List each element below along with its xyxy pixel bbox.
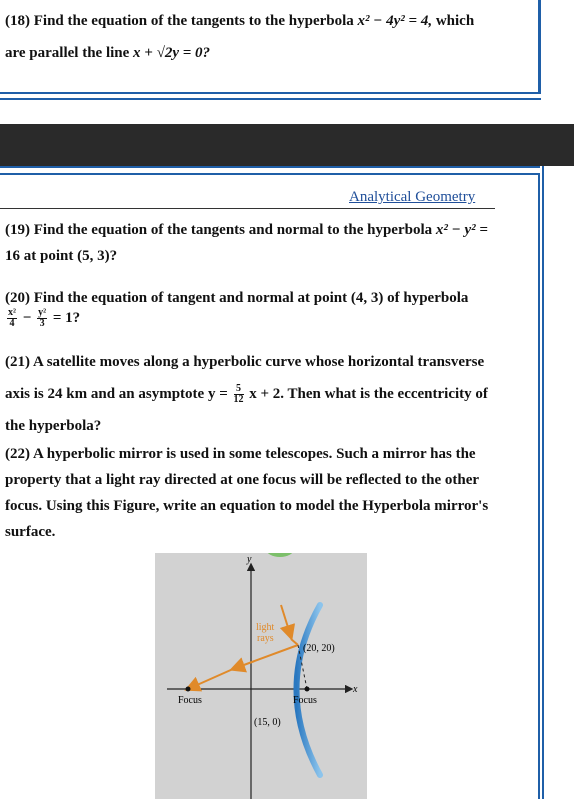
question-text: axis is 24 km and an asymptote y = (5, 386, 228, 402)
figure-diagram (155, 553, 367, 799)
equation: x + √2y = 0? (133, 45, 211, 61)
question-18 (5, 8, 525, 72)
focus-right-point (305, 687, 310, 692)
green-blob (266, 553, 294, 557)
question-number: (20) (5, 290, 30, 306)
light-rays-label: rays (257, 633, 274, 644)
light-rays-label: light (256, 622, 275, 633)
reflected-ray-1 (233, 645, 298, 669)
page-separator (0, 124, 574, 166)
incoming-ray-1 (281, 605, 291, 637)
x-axis-label: x (353, 684, 358, 695)
question-text: Find the equation of the tangents and normal to the hyperbola (33, 222, 433, 238)
focus-right-label: Focus (293, 695, 317, 706)
fraction: $\frac{\text{x²}}{4}$ (8, 307, 16, 330)
question-text: property that a light ray directed at one focus will be reflected to the other (5, 472, 480, 488)
question-number: (19) (5, 222, 30, 238)
vertex-label: (15, 0) (254, 717, 281, 728)
focus-left-point (186, 687, 191, 692)
question-text: A hyperbolic mirror is used in some telescopes. Such a mirror has the (32, 446, 476, 462)
ray-segment (291, 639, 298, 645)
fraction: $\frac{\text{y²}}{3}$ (38, 307, 47, 330)
question-text: focus. Using this Figure, write an equation to model the Hyperbola mirror's (5, 498, 489, 514)
question-text: are parallel the line (5, 45, 130, 61)
equation: x² − 4y² = 4, (357, 13, 433, 29)
section-title: Analytical Geometry (349, 189, 476, 205)
question-number: (21) (5, 354, 30, 370)
page-1-bottom-border (0, 92, 541, 100)
question-text: Find the equation of the tangents to the hyperbola (33, 13, 354, 29)
question-21 (5, 346, 525, 442)
reflected-ray-2 (188, 669, 233, 689)
hyperbola-mirror-figure (155, 553, 367, 799)
question-text: surface. (5, 524, 56, 540)
fraction: $\frac{5}{12}$ (233, 383, 244, 406)
question-22 (5, 441, 525, 545)
question-text: the hyperbola? (5, 418, 102, 434)
question-number: (22) (5, 446, 30, 462)
question-number: (18) (5, 13, 30, 29)
question-20 (5, 285, 525, 329)
question-text: x + 2. Then what is the eccentricity of (249, 386, 488, 402)
point-label: (20, 20) (303, 643, 335, 654)
equation: = 1? (52, 310, 81, 326)
question-text: which (435, 13, 475, 29)
question-text: 16 at point (5, 3)? (5, 248, 118, 264)
header-divider (0, 208, 495, 209)
page-2-right-border (542, 166, 544, 799)
question-text: Find the equation of tangent and normal at point (4, 3) of hyperbola (33, 290, 469, 306)
question-text: A satellite moves along a hyperbolic curve whose horizontal transverse (32, 354, 485, 370)
y-axis-label: y (247, 554, 252, 565)
question-19 (5, 217, 525, 269)
equation: x² − y² = (435, 222, 488, 238)
focus-left-label: Focus (178, 695, 202, 706)
minus-sign: − (22, 310, 32, 326)
